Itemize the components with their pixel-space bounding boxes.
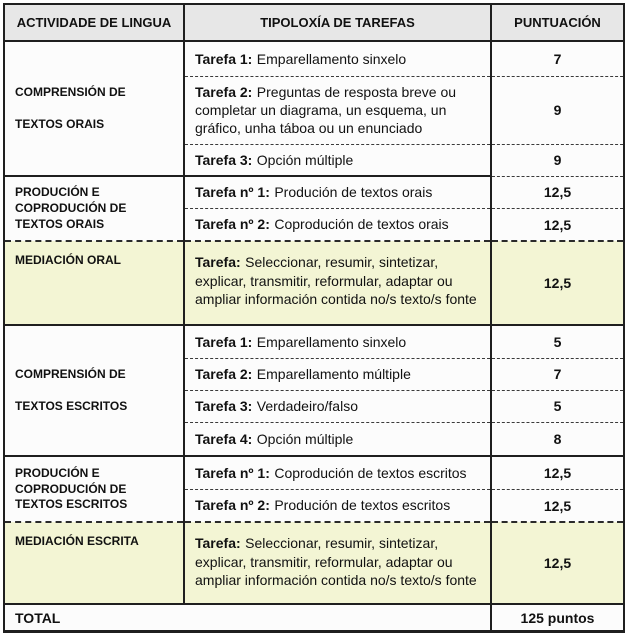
task-prefix: Tarefa nº 1:: [195, 464, 270, 481]
table-row-mediacion-oral: [4, 241, 624, 325]
activity-cell-mediacion-oral: [4, 241, 184, 325]
activity-cell-producion-orais: [4, 176, 184, 241]
activity-line: COMPRENSIÓN DE: [15, 366, 126, 381]
total-label: TOTAL: [4, 604, 491, 631]
table-row: [4, 456, 624, 489]
score-cell: 12,5: [491, 241, 624, 325]
task-cell: [184, 144, 491, 176]
task-prefix: Tarefa 1:: [195, 50, 253, 67]
task-prefix: Tarefa:: [195, 535, 241, 552]
task-cell: [184, 41, 491, 76]
task-text: Emparellamento sinxelo: [256, 333, 407, 350]
table-row: [4, 325, 624, 358]
header-score: PUNTUACIÓN: [491, 4, 624, 41]
activity-line: MEDIACIÓN ESCRITA: [15, 534, 139, 549]
table-row-mediacion-escrita: [4, 522, 624, 604]
table-row: [4, 176, 624, 208]
score-cell: 12,5: [491, 456, 624, 489]
header-activity: ACTIVIDADE DE LINGUA: [4, 4, 184, 41]
task-prefix: Tarefa 1:: [195, 333, 253, 350]
task-cell: [184, 76, 491, 144]
task-cell: [184, 241, 491, 325]
task-prefix: Tarefa 2:: [195, 366, 253, 383]
score-cell: 5: [491, 390, 624, 422]
activity-line: TEXTOS ORAIS: [15, 117, 105, 132]
score-cell: 7: [491, 358, 624, 390]
total-score: 125 puntos: [491, 604, 624, 631]
table-row: [4, 41, 624, 76]
task-text: Opción múltiple: [256, 151, 354, 168]
task-text: Seleccionar, resumir, sintetizar, explicar, transmitir, reformular, adaptar ou ampliar información contida no/s texto/s fonte: [195, 535, 477, 589]
task-cell: [184, 422, 491, 456]
score-cell: 7: [491, 41, 624, 76]
score-cell: 12,5: [491, 489, 624, 522]
header-row: [4, 4, 624, 41]
task-prefix: Tarefa 3:: [195, 398, 253, 415]
task-prefix: Tarefa nº 1:: [195, 184, 270, 201]
task-cell: [184, 208, 491, 241]
activity-cell-comprension-escritos: [4, 325, 184, 456]
task-text: Emparellamento sinxelo: [256, 50, 407, 67]
header-typology: TIPOLOXÍA DE TAREFAS: [184, 4, 491, 41]
score-cell: 12,5: [491, 522, 624, 604]
task-cell: [184, 456, 491, 489]
activity-line: COMPRENSIÓN DE: [15, 84, 126, 99]
task-cell: [184, 176, 491, 208]
task-text: Coprodución de textos escritos: [274, 464, 467, 481]
total-row: [4, 604, 624, 631]
task-text: Verdadeiro/falso: [256, 398, 358, 415]
task-text: Produción de textos orais: [274, 184, 433, 201]
activity-cell-comprension-orais: [4, 41, 184, 176]
score-cell: 9: [491, 144, 624, 176]
task-prefix: Tarefa:: [195, 254, 241, 271]
activity-line: PRODUCIÓN E COPRODUCIÓN DE TEXTOS ORAIS: [15, 185, 127, 231]
task-cell: [184, 325, 491, 358]
activity-cell-producion-escritos: [4, 456, 184, 522]
score-cell: 5: [491, 325, 624, 358]
activity-line: TEXTOS ESCRITOS: [15, 399, 128, 414]
task-cell: [184, 390, 491, 422]
activity-cell-mediacion-escrita: [4, 522, 184, 604]
activity-line: PRODUCIÓN E COPRODUCIÓN DE TEXTOS ESCRITOS: [15, 465, 128, 512]
task-prefix: Tarefa 3:: [195, 151, 253, 168]
task-cell: [184, 358, 491, 390]
task-cell: [184, 522, 491, 604]
score-cell: 12,5: [491, 176, 624, 208]
task-text: Seleccionar, resumir, sintetizar, explicar, transmitir, reformular, adaptar ou ampliar información contida no/s texto/s fonte: [195, 254, 477, 308]
score-cell: 8: [491, 422, 624, 456]
task-text: Produción de textos escritos: [274, 497, 451, 514]
task-prefix: Tarefa nº 2:: [195, 216, 270, 233]
activity-line: MEDIACIÓN ORAL: [15, 253, 121, 268]
task-prefix: Tarefa 2:: [195, 83, 253, 100]
scoring-table: [3, 3, 625, 633]
task-prefix: Tarefa 4:: [195, 430, 253, 447]
task-text: Coprodución de textos orais: [274, 216, 449, 233]
task-cell: [184, 489, 491, 522]
score-cell: 9: [491, 76, 624, 144]
task-prefix: Tarefa nº 2:: [195, 497, 270, 514]
task-text: Emparellamento múltiple: [256, 366, 411, 383]
score-cell: 12,5: [491, 208, 624, 241]
task-text: Opción múltiple: [256, 430, 354, 447]
task-text: Preguntas de resposta breve ou completar un diagrama, un esquema, un gráfico, unha táboa ou un enunciado: [195, 83, 457, 137]
